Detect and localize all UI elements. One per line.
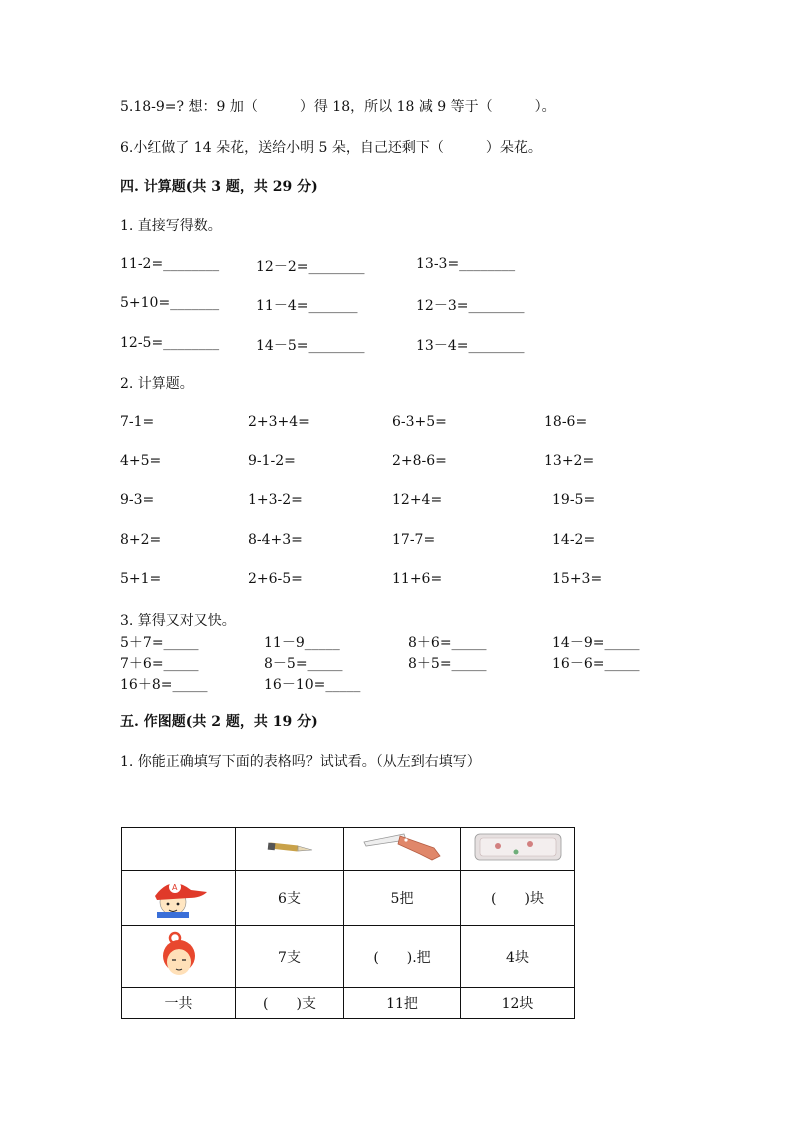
direct-item: 12-5=________ [120,335,220,351]
girl-pencil-count: 7支 [236,926,344,988]
boy-pencil-count: 6支 [236,871,344,926]
section-5-title: 五. 作图题(共 2 题，共 19 分) [120,714,318,730]
quick-item: 8＋6=_____ [408,635,487,651]
calc-item: 14-2= [552,532,596,548]
calc-item: 5+1= [120,571,162,587]
total-knife-count: 11把 [344,988,461,1019]
total-label: 一共 [122,988,236,1019]
quick-item: 14－9=_____ [552,635,640,651]
boy-knife-count: 5把 [344,871,461,926]
knife-header-cell [344,828,461,871]
question-5: 5.18-9=? 想：9 加（ ）得 18，所以 18 减 9 等于（ ）。 [120,99,556,115]
pencil-icon [264,837,316,857]
calc-item: 12+4= [392,492,443,508]
boy-row [122,871,575,926]
girl-knife-count: ( ).把 [344,926,461,988]
quick-item: 11－9_____ [264,635,340,651]
pencil-case-icon [472,830,564,864]
quick-item: 16＋8=_____ [120,677,208,693]
calc-item: 18-6= [544,414,588,430]
quick-item: 8＋5=_____ [408,656,487,672]
quick-item: 7＋6=_____ [120,656,199,672]
boy-cell [122,871,236,926]
calc-item: 11+6= [392,571,443,587]
total-row [122,988,575,1019]
boy-avatar-icon [145,874,213,918]
stationery-table [121,827,575,1019]
quick-item: 5＋7=_____ [120,635,199,651]
section-4-q2-title: 2. 计算题。 [120,376,194,392]
direct-item: 11－4=_______ [256,298,358,314]
calc-item: 4+5= [120,453,162,469]
calc-item: 1+3-2= [248,492,303,508]
total-case-count: 12块 [461,988,575,1019]
section-5-q1-title: 1. 你能正确填写下面的表格吗？试试看。（从左到右填写） [120,754,481,770]
section-4-q1-title: 1. 直接写得数。 [120,218,222,234]
calc-item: 15+3= [552,571,603,587]
boy-case-count: ( )块 [461,871,575,926]
girl-avatar-icon [155,930,203,980]
calc-item: 7-1= [120,414,155,430]
svg-text:A: A [171,883,177,892]
girl-case-count: 4块 [461,926,575,988]
section-4-q3-title: 3. 算得又对又快。 [120,613,236,629]
direct-item: 5+10=_______ [120,295,220,311]
direct-item: 12－2=________ [256,259,365,275]
calc-item: 9-3= [120,492,155,508]
quick-item: 8－5=_____ [264,656,343,672]
calc-item: 2+8-6= [392,453,447,469]
section-4-title: 四. 计算题(共 3 题，共 29 分) [120,179,318,195]
blank-header-cell [122,828,236,871]
direct-item: 13-3=________ [416,256,516,272]
calc-item: 2+6-5= [248,571,303,587]
header-row [122,828,575,871]
girl-cell [122,926,236,988]
calc-item: 13+2= [544,453,595,469]
pencil-case-header-cell [461,828,575,871]
calc-item: 9-1-2= [248,453,296,469]
direct-item: 12－3=________ [416,298,525,314]
question-6: 6.小红做了 14 朵花，送给小明 5 朵，自己还剩下（ ）朵花。 [120,140,542,156]
calc-item: 19-5= [552,492,596,508]
calc-item: 8+2= [120,532,162,548]
direct-item: 14－5=________ [256,338,365,354]
total-pencil-count: ( )支 [236,988,344,1019]
calc-item: 2+3+4= [248,414,310,430]
calc-item: 17-7= [392,532,436,548]
pocket-knife-icon [360,830,444,864]
girl-row [122,926,575,988]
pencil-header-cell [236,828,344,871]
direct-item: 11-2=________ [120,256,220,272]
quick-item: 16－6=_____ [552,656,640,672]
calc-item: 6-3+5= [392,414,447,430]
quick-item: 16－10=_____ [264,677,361,693]
calc-item: 8-4+3= [248,532,303,548]
direct-item: 13－4=________ [416,338,525,354]
